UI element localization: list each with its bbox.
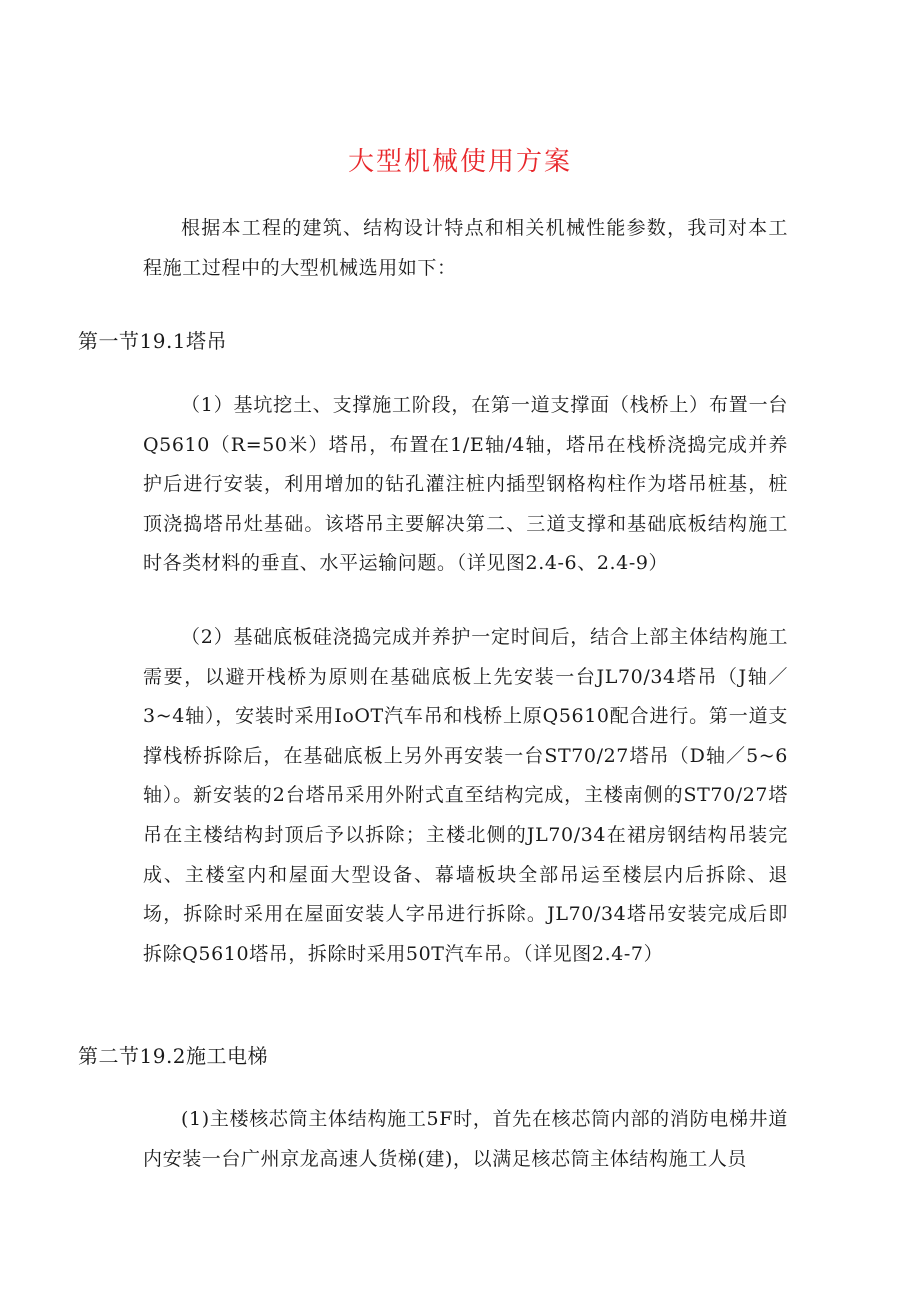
- paragraph-construction-elevator-1: (1)主楼核芯筒主体结构施工5F时，首先在核芯筒内部的消防电梯井道内安装一台广州京龙高速人货梯(建)，以满足核芯筒主体结构施工人员: [143, 1108, 788, 1170]
- section-heading-construction-elevator: 第二节19.2施工电梯: [78, 1044, 269, 1068]
- paragraph-tower-crane-1: （1）基坑挖土、支撑施工阶段，在第一道支撑面（栈桥上）布置一台Q5610（R=50米）塔吊，布置在1/E轴/4轴，塔吊在栈桥浇捣完成并养护后进行安装，利用增加的钻孔灌注桩内插型钢格构柱作为塔吊桩基，桩顶浇捣塔吊灶基础。该塔吊主要解决第二、三道支撑和基础底板结构施工时各类材料的垂直、水平运输问题。（详见图2.4-6、2.4-9）: [143, 394, 788, 575]
- intro-paragraph: 根据本工程的建筑、结构设计特点和相关机械性能参数，我司对本工程施工过程中的大型机械选用如下：: [143, 217, 788, 279]
- document-title: 大型机械使用方案: [347, 147, 572, 177]
- paragraph-tower-crane-2: （2）基础底板硅浇捣完成并养护一定时间后，结合上部主体结构施工需要，以避开栈桥为原则在基础底板上先安装一台JL70/34塔吊（J轴／3~4轴），安装时采用IoOT汽车吊和栈桥上原Q5610配合进行。第一道支撑栈桥拆除后，在基础底板上另外再安装一台ST70/27塔吊（D轴／5~6轴）。新安装的2台塔吊采用外附式直至结构完成，主楼南侧的ST70/27塔吊在主楼结构封顶后予以拆除；主楼北侧的JL70/34在裙房钢结构吊装完成、主楼室内和屋面大型设备、幕墙板块全部吊运至楼层内后拆除、退场，拆除时采用在屋面安装人字吊进行拆除。JL70/34塔吊安装完成后即拆除Q5610塔吊，拆除时采用50T汽车吊。（详见图2.4-7）: [143, 626, 788, 965]
- section-heading-tower-crane: 第一节19.1塔吊: [78, 329, 228, 353]
